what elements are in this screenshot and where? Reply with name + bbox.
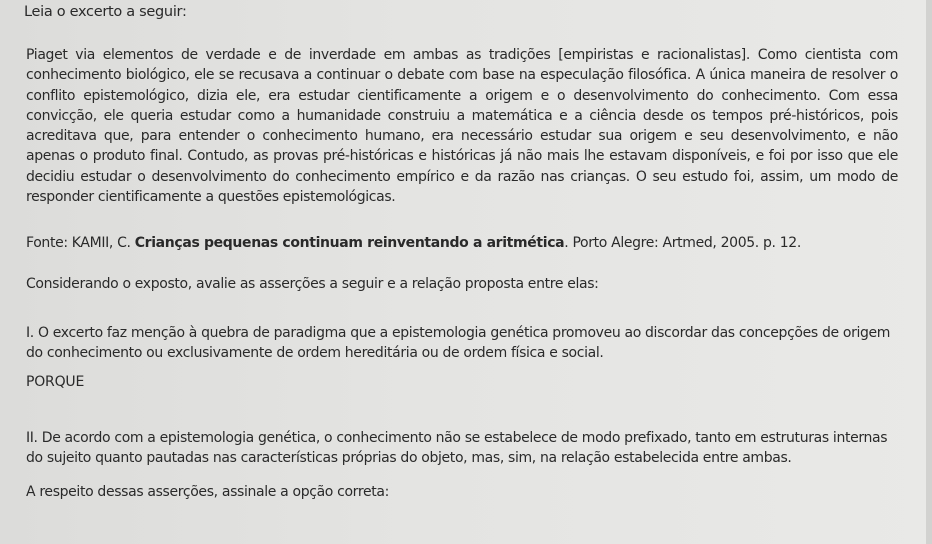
source-prefix: Fonte: KAMII, C. [26,235,135,251]
assertion-1: I. O excerto faz menção à quebra de paradigma que a epistemologia genética promoveu ao discordar das concepções de origem do conhecimento ou exclusivamente de ordem hereditária ou de ordem física e social. [26,325,891,362]
window-edge [926,0,932,544]
source-citation [26,235,801,251]
excerpt-paragraph: Piaget via elementos de verdade e de inverdade em ambas as tradições [empiristas e racionalistas]. Como cientista com conhecimento biológico, ele se recusava a continuar o debate com base na especulação filosófica. A única maneira de resolver o conflito epistemológico, dizia ele, era estudar cientificamente a origem e o desenvolvimento do conhecimento. Com essa convicção, ele queria estudar como a humanidade construiu a matemática e a ciência desde os tempos pré-históricos, pois acreditava que, para entender o conhecimento humano, era necessário estudar sua origem e seu desenvolvimento, e não apenas o produto final. Contudo, as provas pré-históricas e históricas já não mais lhe estavam disponíveis, e foi por isso que ele decidiu estudar o desenvolvimento do conhecimento empírico e da razão nas crianças. O seu estudo foi, assim, um modo de responder cientificamente a questões epistemológicas. [26,47,898,206]
assertion-2: II. De acordo com a epistemologia genética, o conhecimento não se estabelece de modo prefixado, tanto em estruturas internas do sujeito quanto pautadas nas características próprias do objeto, mas, sim, na relação estabelecida entre ambas. [26,430,888,467]
instruction-heading: Leia o excerto a seguir: [24,4,187,20]
source-suffix: . Porto Alegre: Artmed, 2005. p. 12. [564,235,801,251]
source-title: Crianças pequenas continuam reinventando a aritmética [134,235,565,251]
assertion-connector: PORQUE [26,374,85,390]
answer-prompt: A respeito dessas asserções, assinale a opção correta: [26,484,389,500]
question-intro: Considerando o exposto, avalie as asserções a seguir e a relação proposta entre elas: [26,276,599,292]
